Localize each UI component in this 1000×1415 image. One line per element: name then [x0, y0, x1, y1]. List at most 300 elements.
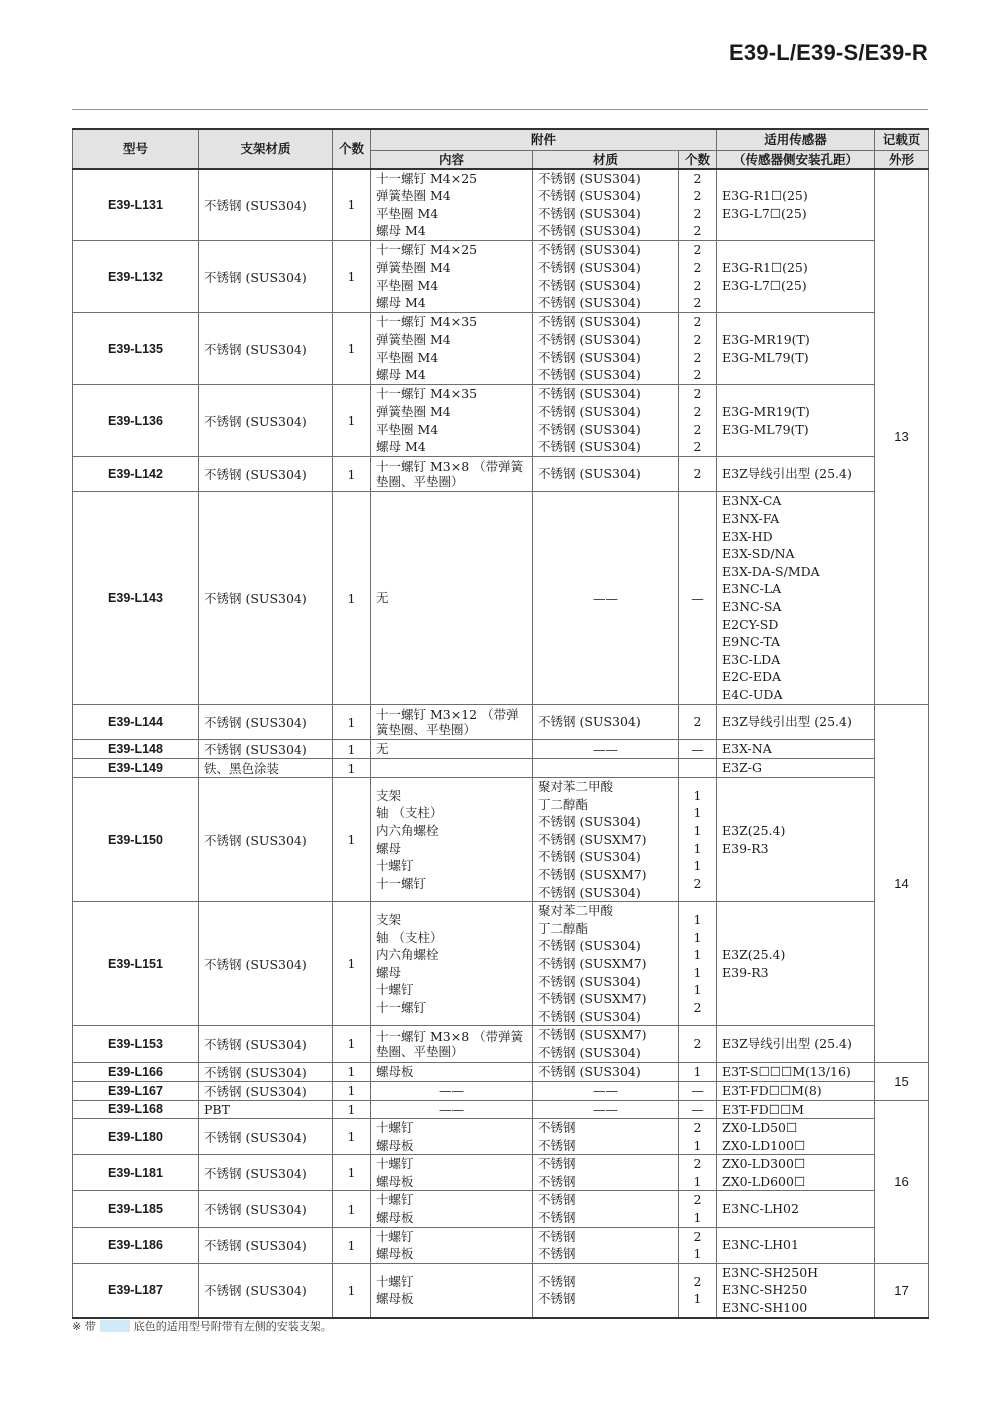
header-sensor: 适用传感器 — [717, 129, 875, 150]
contents-line: 十螺钉 — [376, 1192, 414, 1208]
sensor-list — [722, 740, 869, 758]
material-line: 不锈钢 (SUS304) — [538, 884, 641, 900]
contents-line: 螺母 — [376, 840, 402, 856]
acc-qty-line: 2 — [693, 875, 702, 891]
contents-line: 螺母板 — [376, 1137, 414, 1153]
material-line: 不锈钢 (SUSXM7) — [538, 831, 647, 847]
sensor-line: E39-R3 — [722, 964, 769, 980]
sensor-line: E3G-ML79(T) — [722, 349, 809, 365]
material-line: 不锈钢 (SUS304) — [538, 223, 641, 239]
material-line: 不锈钢 (SUS304) — [538, 849, 641, 865]
sensor-line: E3X-HD — [722, 528, 773, 544]
table-row — [73, 1155, 929, 1191]
contents-cell — [371, 313, 533, 385]
model-cell: E39-L144 — [73, 705, 199, 740]
acc-qty-line: 1 — [693, 982, 702, 998]
acc-qty-line: 2 — [693, 331, 702, 347]
acc-qty-list — [684, 385, 711, 455]
material-line: 不锈钢 — [538, 1246, 576, 1262]
sensor-line: E3NX-FA — [722, 511, 780, 527]
sensor-line: E3Z导线引出型 (25.4) — [722, 466, 852, 482]
sensor-cell — [717, 313, 875, 385]
contents-cell — [371, 169, 533, 241]
contents-list — [376, 787, 527, 893]
sensor-list — [722, 1155, 869, 1190]
table-row — [73, 1227, 929, 1263]
bracket-material-cell: 不锈钢 (SUS304) — [199, 169, 333, 241]
qty-cell: 1 — [333, 902, 371, 1026]
qty-cell: 1 — [333, 1026, 371, 1062]
acc-qty-line: 2 — [693, 714, 702, 730]
contents-list — [376, 1155, 527, 1190]
acc-qty-line: 1 — [693, 787, 702, 803]
bracket-material-cell: 不锈钢 (SUS304) — [199, 1062, 333, 1081]
contents-list — [376, 1191, 527, 1226]
contents-line: 十一螺钉 — [376, 999, 427, 1015]
material-list — [538, 170, 673, 240]
qty-cell: 1 — [333, 1119, 371, 1155]
acc-qty-list — [684, 1119, 711, 1154]
contents-list — [376, 1063, 527, 1081]
sensor-line: E3T-S☐☐☐M(13/16) — [722, 1063, 851, 1079]
page-ref-cell: 17 — [875, 1263, 929, 1317]
table-row — [73, 1081, 929, 1100]
acc-qty-list — [684, 1035, 711, 1053]
bracket-material-cell: 不锈钢 (SUS304) — [199, 1263, 333, 1317]
material-line: 不锈钢 (SUS304) — [538, 331, 641, 347]
contents-line: 弹簧垫圈 M4 — [376, 403, 451, 419]
material-line: 不锈钢 (SUS304) — [538, 714, 641, 730]
sensor-list — [722, 403, 869, 438]
qty-cell: 1 — [333, 457, 371, 492]
footnote-prefix: ※ 带 — [72, 1320, 96, 1333]
sensor-line: E3NC-SH250H — [722, 1264, 819, 1280]
bracket-material-cell: 不锈钢 (SUS304) — [199, 705, 333, 740]
material-list — [538, 465, 673, 483]
page-ref-cell: 15 — [875, 1062, 929, 1100]
footnote — [72, 1318, 332, 1334]
sensor-cell — [717, 169, 875, 241]
contents-line: 螺母板 — [376, 1246, 414, 1262]
sensor-cell — [717, 1263, 875, 1317]
accessory-qty-cell — [679, 1227, 717, 1263]
material-list — [538, 1228, 673, 1263]
table-row — [73, 492, 929, 705]
sensor-line: ZX0-LD300☐ — [722, 1156, 806, 1172]
acc-qty-line: 1 — [693, 947, 702, 963]
page-ref-cell: 16 — [875, 1100, 929, 1263]
model-cell: E39-L135 — [73, 313, 199, 385]
material-line: 不锈钢 (SUS304) — [538, 386, 641, 402]
qty-cell: 1 — [333, 492, 371, 705]
contents-list — [376, 385, 527, 455]
acc-qty-line: 1 — [693, 929, 702, 945]
header-page-sub: 外形 — [875, 150, 929, 169]
acc-qty-list — [684, 1191, 711, 1226]
accessory-qty-cell: — — [679, 1081, 717, 1100]
contents-list — [376, 170, 527, 240]
table-row — [73, 1191, 929, 1227]
qty-cell: 1 — [333, 1100, 371, 1119]
material-line: 不锈钢 (SUS304) — [538, 421, 641, 437]
sensor-cell — [717, 1119, 875, 1155]
accessory-qty-cell — [679, 902, 717, 1026]
contents-cell: —— — [371, 1100, 533, 1119]
contents-cell — [371, 241, 533, 313]
accessory-qty-cell — [679, 1062, 717, 1081]
contents-line: 十螺钉 — [376, 1156, 414, 1172]
material-line: 不锈钢 — [538, 1228, 576, 1244]
accessory-qty-cell: — — [679, 1100, 717, 1119]
material-line: 不锈钢 (SUS304) — [538, 1063, 641, 1079]
accessory-qty-cell — [679, 385, 717, 457]
bracket-material-cell: 不锈钢 (SUS304) — [199, 1081, 333, 1100]
sensor-line: E3G-MR19(T) — [722, 331, 810, 347]
accessory-material-cell — [533, 457, 679, 492]
contents-cell — [371, 778, 533, 902]
sensor-cell — [717, 1081, 875, 1100]
acc-qty-line: 2 — [693, 1228, 702, 1244]
acc-qty-line: 1 — [693, 964, 702, 980]
bracket-material-cell: 不锈钢 (SUS304) — [199, 740, 333, 759]
page-ref-cell: 14 — [875, 705, 929, 1063]
sensor-list — [722, 946, 869, 981]
acc-qty-list — [684, 241, 711, 311]
sensor-list — [722, 187, 869, 222]
model-cell: E39-L148 — [73, 740, 199, 759]
model-cell: E39-L131 — [73, 169, 199, 241]
contents-line: 轴 （支柱） — [376, 929, 443, 945]
model-cell: E39-L187 — [73, 1263, 199, 1317]
contents-line: 十一螺钉 M3×8 （带弹簧垫圈、平垫圈） — [376, 1028, 524, 1059]
acc-qty-line: 2 — [693, 1120, 702, 1136]
accessory-material-cell — [533, 1026, 679, 1062]
title-divider — [72, 109, 928, 110]
accessory-qty-cell — [679, 1155, 717, 1191]
material-list — [538, 902, 673, 1025]
contents-cell — [371, 1155, 533, 1191]
material-list — [538, 1063, 673, 1081]
material-list — [538, 241, 673, 311]
sensor-cell — [717, 385, 875, 457]
contents-line: 十螺钉 — [376, 982, 414, 998]
model-cell: E39-L149 — [73, 759, 199, 778]
accessory-qty-cell: — — [679, 492, 717, 705]
qty-cell: 1 — [333, 313, 371, 385]
contents-line: 螺母板 — [376, 1291, 414, 1307]
contents-line: 十一螺钉 M3×12 （带弹簧垫圈、平垫圈） — [376, 707, 519, 737]
sensor-list — [722, 1082, 869, 1100]
contents-list — [376, 1228, 527, 1263]
table-row — [73, 902, 929, 1026]
acc-qty-line: 2 — [693, 421, 702, 437]
table-row — [73, 778, 929, 902]
contents-line: 十一螺钉 M3×8 （带弹簧垫圈、平垫圈） — [376, 459, 524, 489]
acc-qty-list — [684, 713, 711, 731]
sensor-line: ZX0-LD600☐ — [722, 1173, 806, 1189]
accessory-material-cell: —— — [533, 492, 679, 705]
acc-qty-list — [684, 1228, 711, 1263]
header-sensor-sub: （传感器侧安装孔距） — [717, 150, 875, 169]
header-page: 记载页 — [875, 129, 929, 150]
contents-cell: —— — [371, 1081, 533, 1100]
sensor-line: E3G-L7☐(25) — [722, 205, 807, 221]
acc-qty-list — [684, 170, 711, 240]
sensor-cell — [717, 740, 875, 759]
accessory-qty-cell — [679, 705, 717, 740]
contents-line: 十一螺钉 M4×35 — [376, 314, 478, 330]
qty-cell: 1 — [333, 1263, 371, 1317]
qty-cell: 1 — [333, 169, 371, 241]
sensor-line: E3Z导线引出型 (25.4) — [722, 1036, 852, 1052]
model-cell: E39-L143 — [73, 492, 199, 705]
sensor-cell — [717, 705, 875, 740]
qty-cell: 1 — [333, 759, 371, 778]
material-line: 聚对苯二甲酸 — [538, 779, 614, 794]
acc-qty-line: 1 — [693, 1291, 702, 1307]
sensor-line: E3C-LDA — [722, 651, 781, 667]
bracket-spec-table — [72, 128, 929, 1319]
sensor-line: E39-R3 — [722, 840, 769, 856]
acc-qty-line: 1 — [693, 840, 702, 856]
acc-qty-line: 2 — [693, 205, 702, 221]
bracket-material-cell: 不锈钢 (SUS304) — [199, 457, 333, 492]
accessory-material-cell — [533, 759, 679, 778]
accessory-material-cell — [533, 1119, 679, 1155]
bracket-material-cell: 不锈钢 (SUS304) — [199, 1155, 333, 1191]
material-list — [538, 713, 673, 731]
acc-qty-line: 2 — [693, 295, 702, 311]
bracket-material-cell: 不锈钢 (SUS304) — [199, 492, 333, 705]
bracket-material-cell: 不锈钢 (SUS304) — [199, 778, 333, 902]
accessory-material-cell — [533, 1227, 679, 1263]
table-row — [73, 385, 929, 457]
accessory-qty-cell — [679, 1119, 717, 1155]
qty-cell: 1 — [333, 1081, 371, 1100]
bracket-material-cell: 不锈钢 (SUS304) — [199, 1227, 333, 1263]
sensor-cell — [717, 1100, 875, 1119]
sensor-line: E3NC-LA — [722, 581, 782, 597]
contents-list — [376, 241, 527, 311]
material-list — [538, 1191, 673, 1226]
material-line: 不锈钢 (SUS304) — [538, 466, 641, 482]
contents-list — [376, 1273, 527, 1308]
sensor-line: E3G-R1☐(25) — [722, 259, 808, 275]
accessory-qty-cell — [679, 778, 717, 902]
material-line: 不锈钢 (SUS304) — [538, 973, 641, 989]
acc-qty-line: 1 — [693, 1173, 702, 1189]
table-row — [73, 313, 929, 385]
sensor-cell — [717, 1062, 875, 1081]
accessory-material-cell: —— — [533, 1100, 679, 1119]
contents-line: 螺母板 — [376, 1063, 414, 1079]
header-qty: 个数 — [333, 129, 371, 169]
acc-qty-line: 2 — [693, 1036, 702, 1052]
contents-cell — [371, 457, 533, 492]
sensor-list — [722, 465, 869, 483]
contents-line: 十螺钉 — [376, 1120, 414, 1136]
contents-line: 螺母 — [376, 964, 402, 980]
qty-cell: 1 — [333, 740, 371, 759]
model-cell: E39-L186 — [73, 1227, 199, 1263]
material-line: 不锈钢 — [538, 1291, 576, 1307]
sensor-list — [722, 1101, 869, 1119]
material-line: 不锈钢 (SUS304) — [538, 814, 641, 830]
accessory-qty-cell — [679, 1026, 717, 1062]
page-ref-cell: 13 — [875, 169, 929, 705]
sensor-line: E2CY-SD — [722, 616, 779, 632]
material-line: 不锈钢 (SUS304) — [538, 314, 641, 330]
sensor-line: E3G-ML79(T) — [722, 421, 809, 437]
qty-cell: 1 — [333, 1062, 371, 1081]
contents-list — [376, 313, 527, 383]
table-row — [73, 1062, 929, 1081]
material-line: 不锈钢 (SUS304) — [538, 242, 641, 258]
material-line: 不锈钢 — [538, 1273, 576, 1289]
table-row — [73, 1263, 929, 1317]
material-list — [538, 1119, 673, 1154]
acc-qty-list — [684, 313, 711, 383]
acc-qty-line: 1 — [693, 1210, 702, 1226]
contents-line: 螺母 M4 — [376, 223, 426, 239]
sensor-list — [722, 259, 869, 294]
accessory-material-cell: —— — [533, 740, 679, 759]
table-row — [73, 759, 929, 778]
material-line: 不锈钢 — [538, 1192, 576, 1208]
material-line: 不锈钢 (SUSXM7) — [538, 991, 647, 1007]
material-line: 不锈钢 — [538, 1173, 576, 1189]
bracket-material-cell: 铁、黑色涂装 — [199, 759, 333, 778]
material-line: 不锈钢 (SUS304) — [538, 1044, 641, 1060]
material-list — [538, 1026, 673, 1061]
contents-cell — [371, 1191, 533, 1227]
sensor-line: E3NX-CA — [722, 493, 782, 509]
bracket-material-cell: 不锈钢 (SUS304) — [199, 385, 333, 457]
sensor-list — [722, 822, 869, 857]
acc-qty-list — [684, 465, 711, 483]
contents-line: 支架 — [376, 911, 402, 927]
material-line: 不锈钢 — [538, 1156, 576, 1172]
acc-qty-line: 2 — [693, 314, 702, 330]
sensor-list — [722, 1264, 869, 1317]
model-cell: E39-L180 — [73, 1119, 199, 1155]
bracket-material-cell: 不锈钢 (SUS304) — [199, 1026, 333, 1062]
material-list — [538, 778, 673, 901]
sensor-line: E3T-FD☐☐M(8) — [722, 1082, 822, 1098]
acc-qty-line: 1 — [693, 822, 702, 838]
model-cell: E39-L132 — [73, 241, 199, 313]
contents-line: 螺母板 — [376, 1173, 414, 1189]
contents-line: 十一螺钉 M4×35 — [376, 386, 478, 402]
contents-cell — [371, 385, 533, 457]
accessory-qty-cell: — — [679, 740, 717, 759]
material-line: 不锈钢 (SUS304) — [538, 295, 641, 311]
contents-line: 十螺钉 — [376, 858, 414, 874]
qty-cell: 1 — [333, 1191, 371, 1227]
sensor-line: E3X-NA — [722, 741, 772, 757]
material-line: 不锈钢 (SUSXM7) — [538, 866, 647, 882]
contents-line: 螺母 M4 — [376, 439, 426, 455]
contents-cell — [371, 1119, 533, 1155]
sensor-list — [722, 1236, 869, 1254]
acc-qty-line: 2 — [693, 223, 702, 239]
acc-qty-line: 1 — [693, 805, 702, 821]
acc-qty-line: 2 — [693, 349, 702, 365]
contents-line: 螺母板 — [376, 1210, 414, 1226]
material-line: 聚对苯二甲酸 — [538, 903, 614, 919]
contents-line: 十螺钉 — [376, 1273, 414, 1289]
model-cell: E39-L142 — [73, 457, 199, 492]
material-line: 丁二醇酯 — [538, 920, 589, 936]
acc-qty-list — [684, 787, 711, 893]
model-cell: E39-L181 — [73, 1155, 199, 1191]
contents-cell — [371, 740, 533, 759]
sensor-list — [722, 759, 869, 777]
acc-qty-line: 1 — [693, 1063, 702, 1079]
acc-qty-line: 2 — [693, 466, 702, 482]
model-cell: E39-L136 — [73, 385, 199, 457]
acc-qty-line: 1 — [693, 1246, 702, 1262]
material-line: 不锈钢 (SUS304) — [538, 259, 641, 275]
acc-qty-list — [684, 1155, 711, 1190]
sensor-cell — [717, 1155, 875, 1191]
sensor-list — [722, 1200, 869, 1218]
acc-qty-line: 1 — [693, 1137, 702, 1153]
material-line: 不锈钢 (SUSXM7) — [538, 955, 647, 971]
sensor-list — [722, 713, 869, 731]
accessory-material-cell — [533, 169, 679, 241]
sensor-line: E3NC-LH01 — [722, 1237, 799, 1253]
acc-qty-line: 2 — [693, 403, 702, 419]
material-list — [538, 1273, 673, 1308]
header-accessories: 附件 — [371, 129, 717, 150]
model-cell: E39-L168 — [73, 1100, 199, 1119]
accessory-material-cell — [533, 902, 679, 1026]
material-line: 不锈钢 (SUS304) — [538, 188, 641, 204]
contents-list — [376, 589, 527, 607]
material-line: 不锈钢 — [538, 1210, 576, 1226]
sensor-line: E3Z(25.4) — [722, 947, 786, 963]
contents-line: 无 — [376, 590, 389, 606]
material-line: 不锈钢 — [538, 1120, 576, 1136]
table-row — [73, 740, 929, 759]
sensor-line: E3T-FD☐☐M — [722, 1101, 804, 1117]
model-cell: E39-L151 — [73, 902, 199, 1026]
accessory-material-cell — [533, 241, 679, 313]
sensor-list — [722, 1035, 869, 1053]
accessory-qty-cell — [679, 1191, 717, 1227]
contents-cell — [371, 1026, 533, 1062]
sensor-line: ZX0-LD100☐ — [722, 1137, 806, 1153]
qty-cell: 1 — [333, 241, 371, 313]
bracket-material-cell: 不锈钢 (SUS304) — [199, 1191, 333, 1227]
material-line: 不锈钢 (SUS304) — [538, 277, 641, 293]
contents-line: 轴 （支柱） — [376, 805, 443, 821]
bracket-material-cell: 不锈钢 (SUS304) — [199, 313, 333, 385]
accessory-qty-cell — [679, 457, 717, 492]
contents-line: 弹簧垫圈 M4 — [376, 188, 451, 204]
acc-qty-line: 1 — [693, 858, 702, 874]
accessory-material-cell — [533, 385, 679, 457]
sensor-line: E9NC-TA — [722, 634, 781, 650]
material-line: 不锈钢 (SUS304) — [538, 439, 641, 455]
highlight-swatch — [100, 1320, 130, 1332]
qty-cell: 1 — [333, 385, 371, 457]
material-line: 丁二醇酯 — [538, 796, 589, 812]
sensor-line: E3Z(25.4) — [722, 822, 786, 838]
bracket-material-cell: 不锈钢 (SUS304) — [199, 241, 333, 313]
acc-qty-line: 2 — [693, 242, 702, 258]
